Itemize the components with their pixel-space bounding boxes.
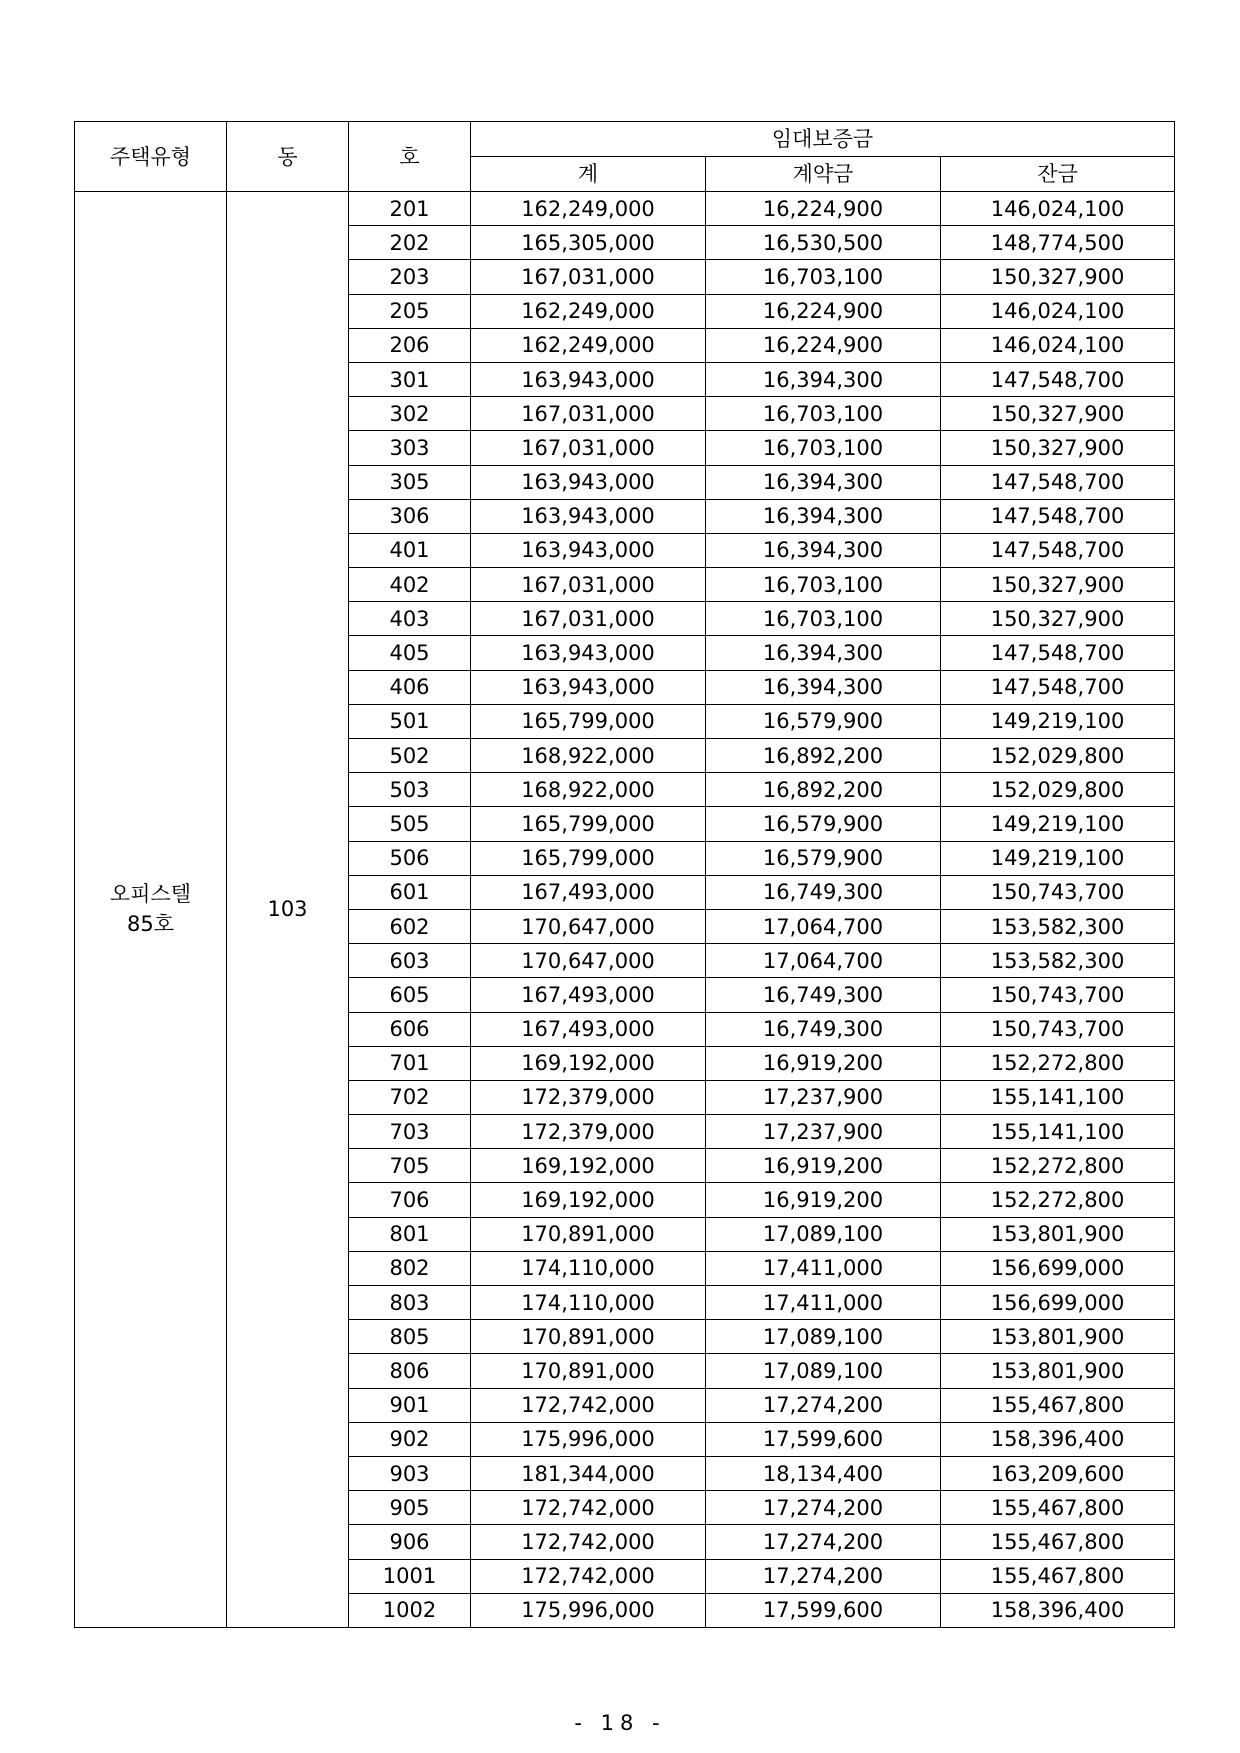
balance-cell: 155,141,100	[941, 1080, 1175, 1114]
contract-deposit-cell: 16,919,200	[706, 1183, 941, 1217]
balance-cell: 146,024,100	[941, 294, 1175, 328]
balance-cell: 152,272,800	[941, 1183, 1175, 1217]
balance-cell: 150,743,700	[941, 978, 1175, 1012]
total-cell: 175,996,000	[471, 1422, 706, 1456]
ho-cell: 601	[349, 875, 471, 909]
contract-deposit-cell: 17,237,900	[706, 1115, 941, 1149]
total-cell: 167,031,000	[471, 431, 706, 465]
balance-cell: 149,219,100	[941, 841, 1175, 875]
total-cell: 170,647,000	[471, 909, 706, 943]
ho-cell: 801	[349, 1217, 471, 1251]
total-cell: 170,647,000	[471, 944, 706, 978]
total-cell: 162,249,000	[471, 294, 706, 328]
contract-deposit-cell: 16,224,900	[706, 192, 941, 226]
contract-deposit-cell: 16,394,300	[706, 362, 941, 396]
table-header	[75, 122, 1175, 192]
contract-deposit-cell: 16,703,100	[706, 568, 941, 602]
ho-cell: 1002	[349, 1593, 471, 1627]
balance-cell: 150,327,900	[941, 397, 1175, 431]
contract-deposit-cell: 16,749,300	[706, 978, 941, 1012]
ho-cell: 301	[349, 362, 471, 396]
ho-cell: 906	[349, 1525, 471, 1559]
ho-cell: 501	[349, 704, 471, 738]
balance-cell: 147,548,700	[941, 499, 1175, 533]
contract-deposit-cell: 16,919,200	[706, 1149, 941, 1183]
contract-deposit-cell: 17,411,000	[706, 1286, 941, 1320]
housing-type-line2: 85호	[126, 912, 174, 937]
total-cell: 169,192,000	[471, 1183, 706, 1217]
ho-cell: 303	[349, 431, 471, 465]
total-cell: 170,891,000	[471, 1354, 706, 1388]
ho-cell: 403	[349, 602, 471, 636]
total-cell: 169,192,000	[471, 1046, 706, 1080]
balance-cell: 153,582,300	[941, 909, 1175, 943]
total-cell: 167,031,000	[471, 602, 706, 636]
balance-cell: 147,548,700	[941, 465, 1175, 499]
contract-deposit-cell: 18,134,400	[706, 1456, 941, 1490]
balance-cell: 149,219,100	[941, 704, 1175, 738]
balance-cell: 146,024,100	[941, 192, 1175, 226]
total-cell: 168,922,000	[471, 739, 706, 773]
ho-cell: 503	[349, 773, 471, 807]
balance-cell: 147,548,700	[941, 636, 1175, 670]
total-cell: 165,799,000	[471, 807, 706, 841]
contract-deposit-cell: 16,892,200	[706, 773, 941, 807]
balance-cell: 155,141,100	[941, 1115, 1175, 1149]
balance-cell: 150,743,700	[941, 1012, 1175, 1046]
total-cell: 167,493,000	[471, 978, 706, 1012]
contract-deposit-cell: 16,394,300	[706, 533, 941, 567]
ho-cell: 706	[349, 1183, 471, 1217]
ho-cell: 901	[349, 1388, 471, 1422]
total-cell: 170,891,000	[471, 1320, 706, 1354]
ho-cell: 302	[349, 397, 471, 431]
total-cell: 163,943,000	[471, 670, 706, 704]
ho-cell: 802	[349, 1251, 471, 1285]
total-cell: 162,249,000	[471, 192, 706, 226]
page-number: - 18 -	[574, 1711, 666, 1735]
header-ho: 호	[349, 122, 471, 192]
balance-cell: 150,327,900	[941, 602, 1175, 636]
header-housing-type: 주택유형	[75, 122, 227, 192]
ho-cell: 902	[349, 1422, 471, 1456]
total-cell: 175,996,000	[471, 1593, 706, 1627]
total-cell: 172,742,000	[471, 1491, 706, 1525]
contract-deposit-cell: 16,579,900	[706, 841, 941, 875]
header-dong: 동	[227, 122, 349, 192]
ho-cell: 705	[349, 1149, 471, 1183]
rental-deposit-table	[74, 121, 1175, 1628]
header-row-1	[75, 122, 1175, 157]
ho-cell: 202	[349, 226, 471, 260]
total-cell: 170,891,000	[471, 1217, 706, 1251]
balance-cell: 152,272,800	[941, 1046, 1175, 1080]
contract-deposit-cell: 16,703,100	[706, 397, 941, 431]
ho-cell: 505	[349, 807, 471, 841]
table-row	[75, 192, 1175, 226]
ho-cell: 806	[349, 1354, 471, 1388]
total-cell: 163,943,000	[471, 465, 706, 499]
total-cell: 168,922,000	[471, 773, 706, 807]
contract-deposit-cell: 16,530,500	[706, 226, 941, 260]
contract-deposit-cell: 17,274,200	[706, 1491, 941, 1525]
contract-deposit-cell: 16,579,900	[706, 704, 941, 738]
balance-cell: 146,024,100	[941, 328, 1175, 362]
balance-cell: 155,467,800	[941, 1559, 1175, 1593]
contract-deposit-cell: 16,224,900	[706, 294, 941, 328]
total-cell: 172,379,000	[471, 1115, 706, 1149]
ho-cell: 605	[349, 978, 471, 1012]
contract-deposit-cell: 17,274,200	[706, 1559, 941, 1593]
ho-cell: 701	[349, 1046, 471, 1080]
balance-cell: 155,467,800	[941, 1525, 1175, 1559]
total-cell: 167,031,000	[471, 260, 706, 294]
balance-cell: 158,396,400	[941, 1593, 1175, 1627]
balance-cell: 156,699,000	[941, 1286, 1175, 1320]
total-cell: 163,943,000	[471, 499, 706, 533]
balance-cell: 150,327,900	[941, 260, 1175, 294]
balance-cell: 148,774,500	[941, 226, 1175, 260]
total-cell: 167,493,000	[471, 875, 706, 909]
total-cell: 167,493,000	[471, 1012, 706, 1046]
balance-cell: 149,219,100	[941, 807, 1175, 841]
total-cell: 162,249,000	[471, 328, 706, 362]
contract-deposit-cell: 16,703,100	[706, 602, 941, 636]
total-cell: 165,799,000	[471, 704, 706, 738]
total-cell: 165,799,000	[471, 841, 706, 875]
balance-cell: 153,801,900	[941, 1217, 1175, 1251]
ho-cell: 402	[349, 568, 471, 602]
ho-cell: 205	[349, 294, 471, 328]
contract-deposit-cell: 16,224,900	[706, 328, 941, 362]
header-balance: 잔금	[941, 157, 1175, 192]
contract-deposit-cell: 17,089,100	[706, 1354, 941, 1388]
header-total: 계	[471, 157, 706, 192]
ho-cell: 306	[349, 499, 471, 533]
contract-deposit-cell: 17,274,200	[706, 1525, 941, 1559]
ho-cell: 606	[349, 1012, 471, 1046]
ho-cell: 703	[349, 1115, 471, 1149]
balance-cell: 153,801,900	[941, 1320, 1175, 1354]
contract-deposit-cell: 17,237,900	[706, 1080, 941, 1114]
contract-deposit-cell: 17,064,700	[706, 909, 941, 943]
total-cell: 167,031,000	[471, 397, 706, 431]
balance-cell: 153,801,900	[941, 1354, 1175, 1388]
contract-deposit-cell: 16,394,300	[706, 499, 941, 533]
contract-deposit-cell: 16,579,900	[706, 807, 941, 841]
total-cell: 172,742,000	[471, 1525, 706, 1559]
balance-cell: 152,272,800	[941, 1149, 1175, 1183]
total-cell: 172,742,000	[471, 1559, 706, 1593]
balance-cell: 152,029,800	[941, 773, 1175, 807]
balance-cell: 150,743,700	[941, 875, 1175, 909]
contract-deposit-cell: 16,394,300	[706, 465, 941, 499]
contract-deposit-cell: 17,599,600	[706, 1593, 941, 1627]
contract-deposit-cell: 17,274,200	[706, 1388, 941, 1422]
dong-cell: 103	[227, 192, 349, 1628]
balance-cell: 152,029,800	[941, 739, 1175, 773]
ho-cell: 1001	[349, 1559, 471, 1593]
total-cell: 172,742,000	[471, 1388, 706, 1422]
ho-cell: 406	[349, 670, 471, 704]
header-deposit-group: 임대보증금	[471, 122, 1175, 157]
total-cell: 174,110,000	[471, 1251, 706, 1285]
contract-deposit-cell: 17,064,700	[706, 944, 941, 978]
ho-cell: 905	[349, 1491, 471, 1525]
contract-deposit-cell: 16,394,300	[706, 636, 941, 670]
contract-deposit-cell: 16,394,300	[706, 670, 941, 704]
ho-cell: 203	[349, 260, 471, 294]
total-cell: 163,943,000	[471, 533, 706, 567]
table-body	[75, 192, 1175, 1628]
balance-cell: 147,548,700	[941, 362, 1175, 396]
housing-type-line1: 오피스텔	[109, 882, 192, 907]
contract-deposit-cell: 17,411,000	[706, 1251, 941, 1285]
total-cell: 169,192,000	[471, 1149, 706, 1183]
balance-cell: 147,548,700	[941, 670, 1175, 704]
total-cell: 167,031,000	[471, 568, 706, 602]
ho-cell: 201	[349, 192, 471, 226]
balance-cell: 156,699,000	[941, 1251, 1175, 1285]
contract-deposit-cell: 17,089,100	[706, 1217, 941, 1251]
total-cell: 163,943,000	[471, 362, 706, 396]
ho-cell: 502	[349, 739, 471, 773]
balance-cell: 150,327,900	[941, 568, 1175, 602]
ho-cell: 702	[349, 1080, 471, 1114]
contract-deposit-cell: 16,749,300	[706, 875, 941, 909]
contract-deposit-cell: 16,892,200	[706, 739, 941, 773]
total-cell: 174,110,000	[471, 1286, 706, 1320]
contract-deposit-cell: 16,703,100	[706, 260, 941, 294]
ho-cell: 405	[349, 636, 471, 670]
ho-cell: 803	[349, 1286, 471, 1320]
ho-cell: 603	[349, 944, 471, 978]
ho-cell: 206	[349, 328, 471, 362]
contract-deposit-cell: 16,703,100	[706, 431, 941, 465]
ho-cell: 602	[349, 909, 471, 943]
header-contract-deposit: 계약금	[706, 157, 941, 192]
total-cell: 163,943,000	[471, 636, 706, 670]
contract-deposit-cell: 16,749,300	[706, 1012, 941, 1046]
ho-cell: 903	[349, 1456, 471, 1490]
balance-cell: 155,467,800	[941, 1388, 1175, 1422]
housing-type-cell	[75, 192, 227, 1628]
contract-deposit-cell: 17,599,600	[706, 1422, 941, 1456]
balance-cell: 153,582,300	[941, 944, 1175, 978]
total-cell: 172,379,000	[471, 1080, 706, 1114]
contract-deposit-cell: 17,089,100	[706, 1320, 941, 1354]
ho-cell: 305	[349, 465, 471, 499]
ho-cell: 506	[349, 841, 471, 875]
balance-cell: 147,548,700	[941, 533, 1175, 567]
ho-cell: 805	[349, 1320, 471, 1354]
balance-cell: 163,209,600	[941, 1456, 1175, 1490]
balance-cell: 155,467,800	[941, 1491, 1175, 1525]
ho-cell: 401	[349, 533, 471, 567]
contract-deposit-cell: 16,919,200	[706, 1046, 941, 1080]
total-cell: 165,305,000	[471, 226, 706, 260]
balance-cell: 150,327,900	[941, 431, 1175, 465]
balance-cell: 158,396,400	[941, 1422, 1175, 1456]
total-cell: 181,344,000	[471, 1456, 706, 1490]
